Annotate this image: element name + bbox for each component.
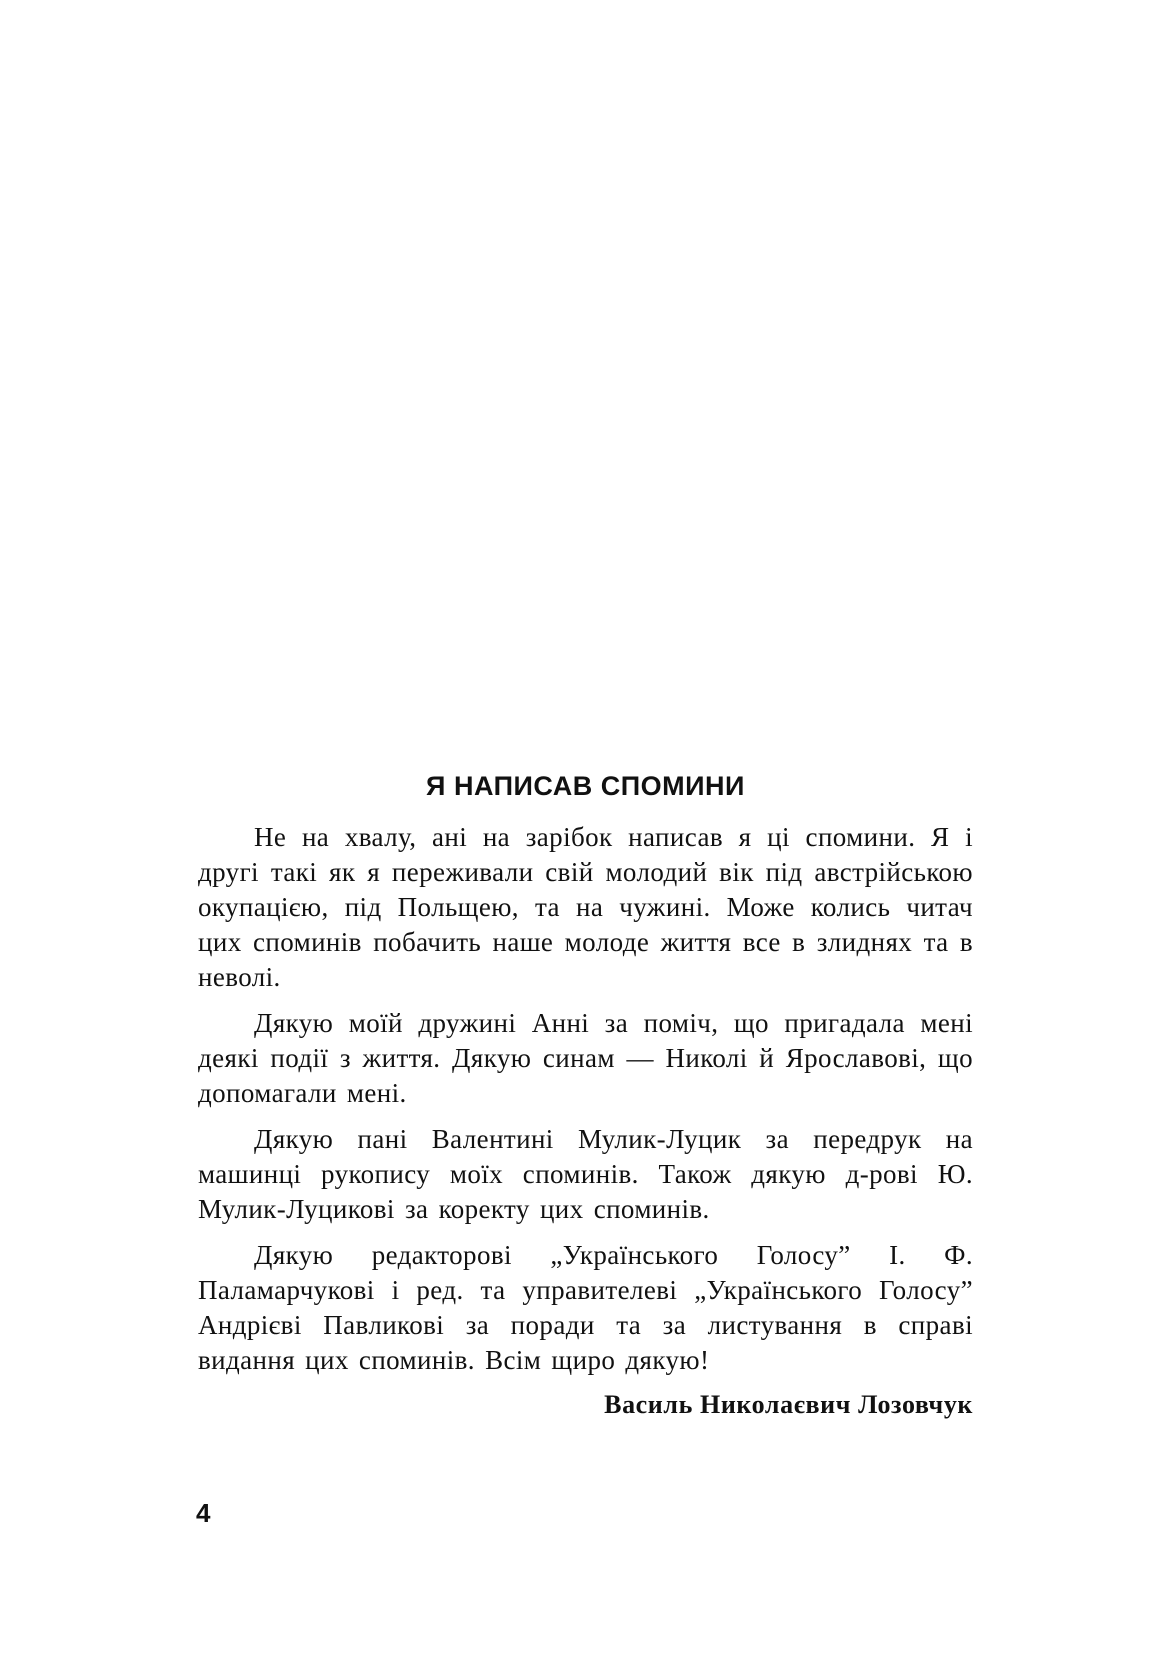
author-signature: Василь Николаєвич Лозовчук (604, 1390, 973, 1420)
paragraph-1: Не на хвалу, ані на зарібок написав я ці спомини. Я і другі такі як я переживали свій молодий вік під австрійською окупацією, під Польщею, та на чужині. Може колись читач цих споминів побачить наше молоде життя все в злиднях та в неволі. (198, 822, 973, 993)
paragraph-4: Дякую редакторові „Українського Голосу” І. Ф. Паламарчукові і ред. та управителеві „Українського Голосу” Андрієві Павликові за поради та за листування в справі видання цих споминів. Всім щиро дякую! (198, 1240, 973, 1376)
paragraph-2: Дякую моїй дружині Анні за поміч, що пригадала мені деякі події з життя. Дякую синам — Николі й Ярославові, що допомагали мені. (198, 1008, 973, 1109)
page-title: Я НАПИСАВ СПОМИНИ (426, 771, 745, 801)
paragraph-3: Дякую пані Валентині Мулик-Луцик за передрук на машинці рукопису моїх споминів. Також дякую д-рові Ю. Мулик-Луцикові за коректу цих споминів. (198, 1124, 973, 1225)
main-text (198, 770, 973, 1420)
page-number: 4 (196, 1498, 211, 1528)
